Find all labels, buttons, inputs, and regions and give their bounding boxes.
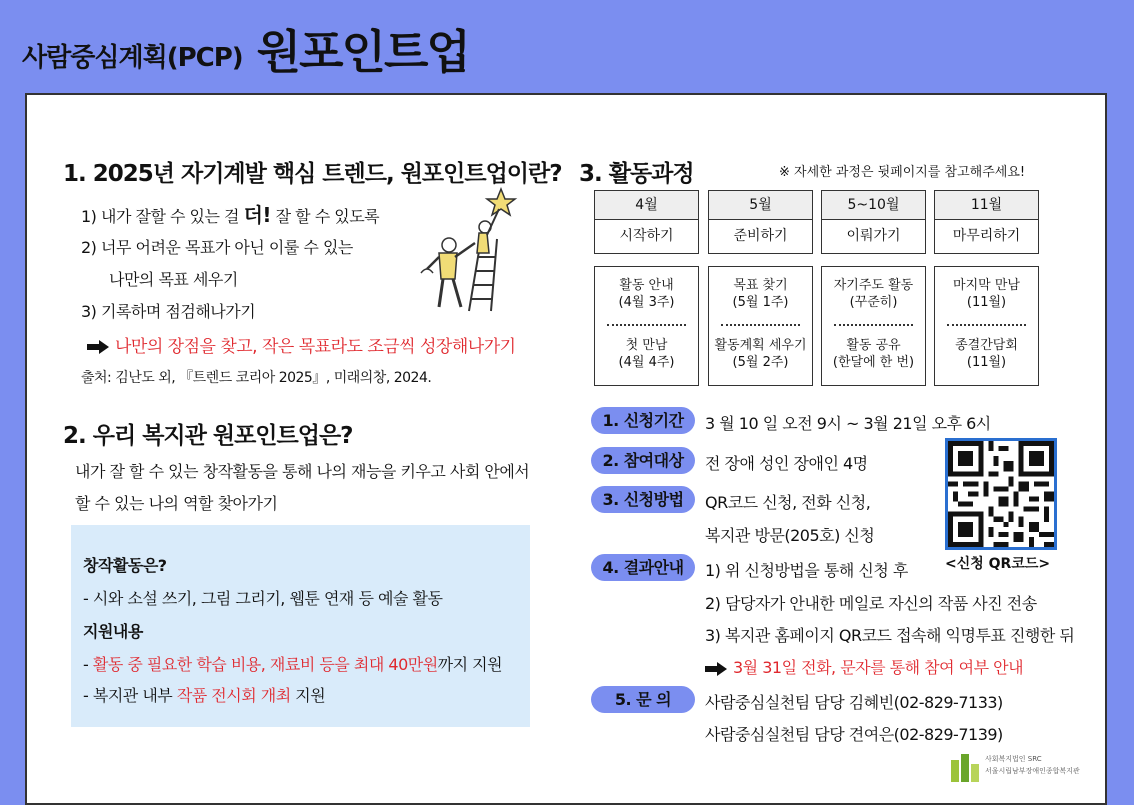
arrow-right-icon [87,337,109,357]
box-title-support: 지원내용 [83,622,143,641]
exhibition-pre: - 복지관 내부 [83,686,177,705]
dotted-divider [607,324,686,326]
detail-b1: 활동계획 세우기 [714,338,807,353]
section1-item3: 3) 기록하며 점검해나가기 [81,302,256,321]
stage-detail-2 [708,266,813,386]
detail-b2: (11월) [966,355,1007,370]
target-value: 전 장애 성인 장애인 4명 [705,454,868,473]
section2-heading: 2. 우리 복지관 원포인트업은? [63,423,353,449]
stage-name: 시작하기 [619,228,674,244]
dotted-divider [947,324,1026,326]
detail-a1: 활동 안내 [619,278,674,293]
period-value: 3 월 10 일 오전 9시 ~ 3월 21일 오후 6시 [705,414,991,433]
qr-caption: <신청 QR코드> [945,556,1051,572]
stage-month: 4월 [595,191,698,220]
detail-a2: (꾸준히) [849,295,898,310]
header [22,14,469,84]
section1-item2-line1: 2) 너무 어려운 목표가 아닌 이룰 수 있는 [81,238,353,257]
section3-note: ※ 자세한 과정은 뒷페이지를 참고해주세요! [779,165,1026,180]
detail-a1: 목표 찾기 [733,278,788,293]
stage-card-3 [821,190,926,254]
contact-line1: 사람중심실천팀 담당 김혜빈(02-829-7133) [705,693,1003,712]
section1-item2-line2: 나만의 목표 세우기 [109,270,238,289]
detail-b1: 종결간담회 [955,338,1018,353]
dotted-divider [721,324,800,326]
climbing-star-illustration [409,187,521,315]
stage-name: 마무리하기 [952,228,1021,244]
stage-detail-3 [821,266,926,386]
label-contact: 5. 문 의 [591,686,695,713]
method-line1: QR코드 신청, 전화 신청, [705,493,871,512]
detail-b1: 활동 공유 [846,338,901,353]
exhibition-post: 지원 [290,686,326,705]
stage-name: 이뤄가기 [846,228,901,244]
funding-red: 활동 중 필요한 학습 비용, 재료비 등을 최대 40만원 [92,655,438,674]
detail-a1: 자기주도 활동 [833,278,914,293]
stage-detail-4 [934,266,1039,386]
result-line1: 1) 위 신청방법을 통해 신청 후 [705,561,908,580]
box-line-funding [83,652,502,675]
item1-text-post: 잘 할 수 있도록 [271,207,380,226]
creative-activity-box [71,525,530,727]
highlight-text: 나만의 장점을 찾고, 작은 목표라도 조금씩 성장해나가기 [115,337,516,357]
header-title: 원포인트업 [256,25,469,79]
method-line2: 복지관 방문(205호) 신청 [705,526,875,545]
result-line2: 2) 담당자가 안내한 메일로 자신의 작품 사진 전송 [705,594,1037,613]
box-line-exhibition [83,683,325,706]
application-qr-code[interactable] [945,438,1057,550]
section2-desc-line1: 내가 잘 할 수 있는 창작활동을 통해 나의 재능을 키우고 사회 안에서 [75,462,530,481]
funding-post: 까지 지원 [437,655,503,674]
stage-card-1 [594,190,699,254]
result-line4-text: 3월 31일 전화, 문자를 통해 참여 여부 안내 [733,658,1024,677]
stage-month: 5~10월 [822,191,925,220]
stage-name: 준비하기 [733,228,788,244]
detail-b2: (4월 4주) [618,355,675,370]
section2-desc-line2: 할 수 있는 나의 역할 찾아가기 [75,494,278,513]
item1-text-pre: 1) 내가 잘할 수 있는 걸 [81,207,244,226]
header-subtitle: 사람중심계획(PCP) [22,43,243,73]
result-line4 [705,655,1023,678]
contact-line2: 사람중심실천팀 담당 견여은(02-829-7139) [705,725,1003,744]
section1-heading: 1. 2025년 자기계발 핵심 트렌드, 원포인트업이란? [63,161,562,187]
label-method: 3. 신청방법 [591,486,695,513]
stage-card-2 [708,190,813,254]
box-title-creative: 창작활동은? [83,556,167,575]
exhibition-red: 작품 전시회 개최 [176,686,291,705]
item1-emphasis: 더! [243,203,272,227]
stage-detail-1 [594,266,699,386]
logo-line1: 사회복지법인 SRC [985,755,1042,763]
detail-a2: (11월) [966,295,1007,310]
label-period: 1. 신청기간 [591,407,695,434]
stage-card-4 [934,190,1039,254]
section1-highlight [87,332,516,357]
label-target: 2. 참여대상 [591,447,695,474]
content-panel [25,93,1107,805]
logo-line2: 서울시립남부장애인종합복지관 [985,767,1080,775]
organization-logo [949,750,1099,784]
detail-a2: (5월 1주) [732,295,789,310]
box-line-activities: - 시와 소설 쓰기, 그림 그리기, 웹툰 연재 등 예술 활동 [83,589,443,608]
building-logo-icon [949,752,981,782]
section1-item1 [81,199,379,228]
section3-heading: 3. 활동과정 [579,161,694,187]
detail-b2: (5월 2주) [732,355,789,370]
arrow-right-icon [705,658,727,677]
result-line3: 3) 복지관 홈페이지 QR코드 접속해 익명투표 진행한 뒤 [705,626,1075,645]
funding-pre: - [83,655,93,674]
label-result: 4. 결과안내 [591,554,695,581]
detail-a1: 마지막 만남 [953,278,1020,293]
detail-a2: (4월 3주) [618,295,675,310]
stage-month: 11월 [935,191,1038,220]
stage-month: 5월 [709,191,812,220]
detail-b2: (한달에 한 번) [832,355,915,370]
section1-source: 출처: 김난도 외, 『트렌드 코리아 2025』, 미래의창, 2024. [81,370,432,386]
dotted-divider [834,324,913,326]
detail-b1: 첫 만남 [625,338,668,353]
